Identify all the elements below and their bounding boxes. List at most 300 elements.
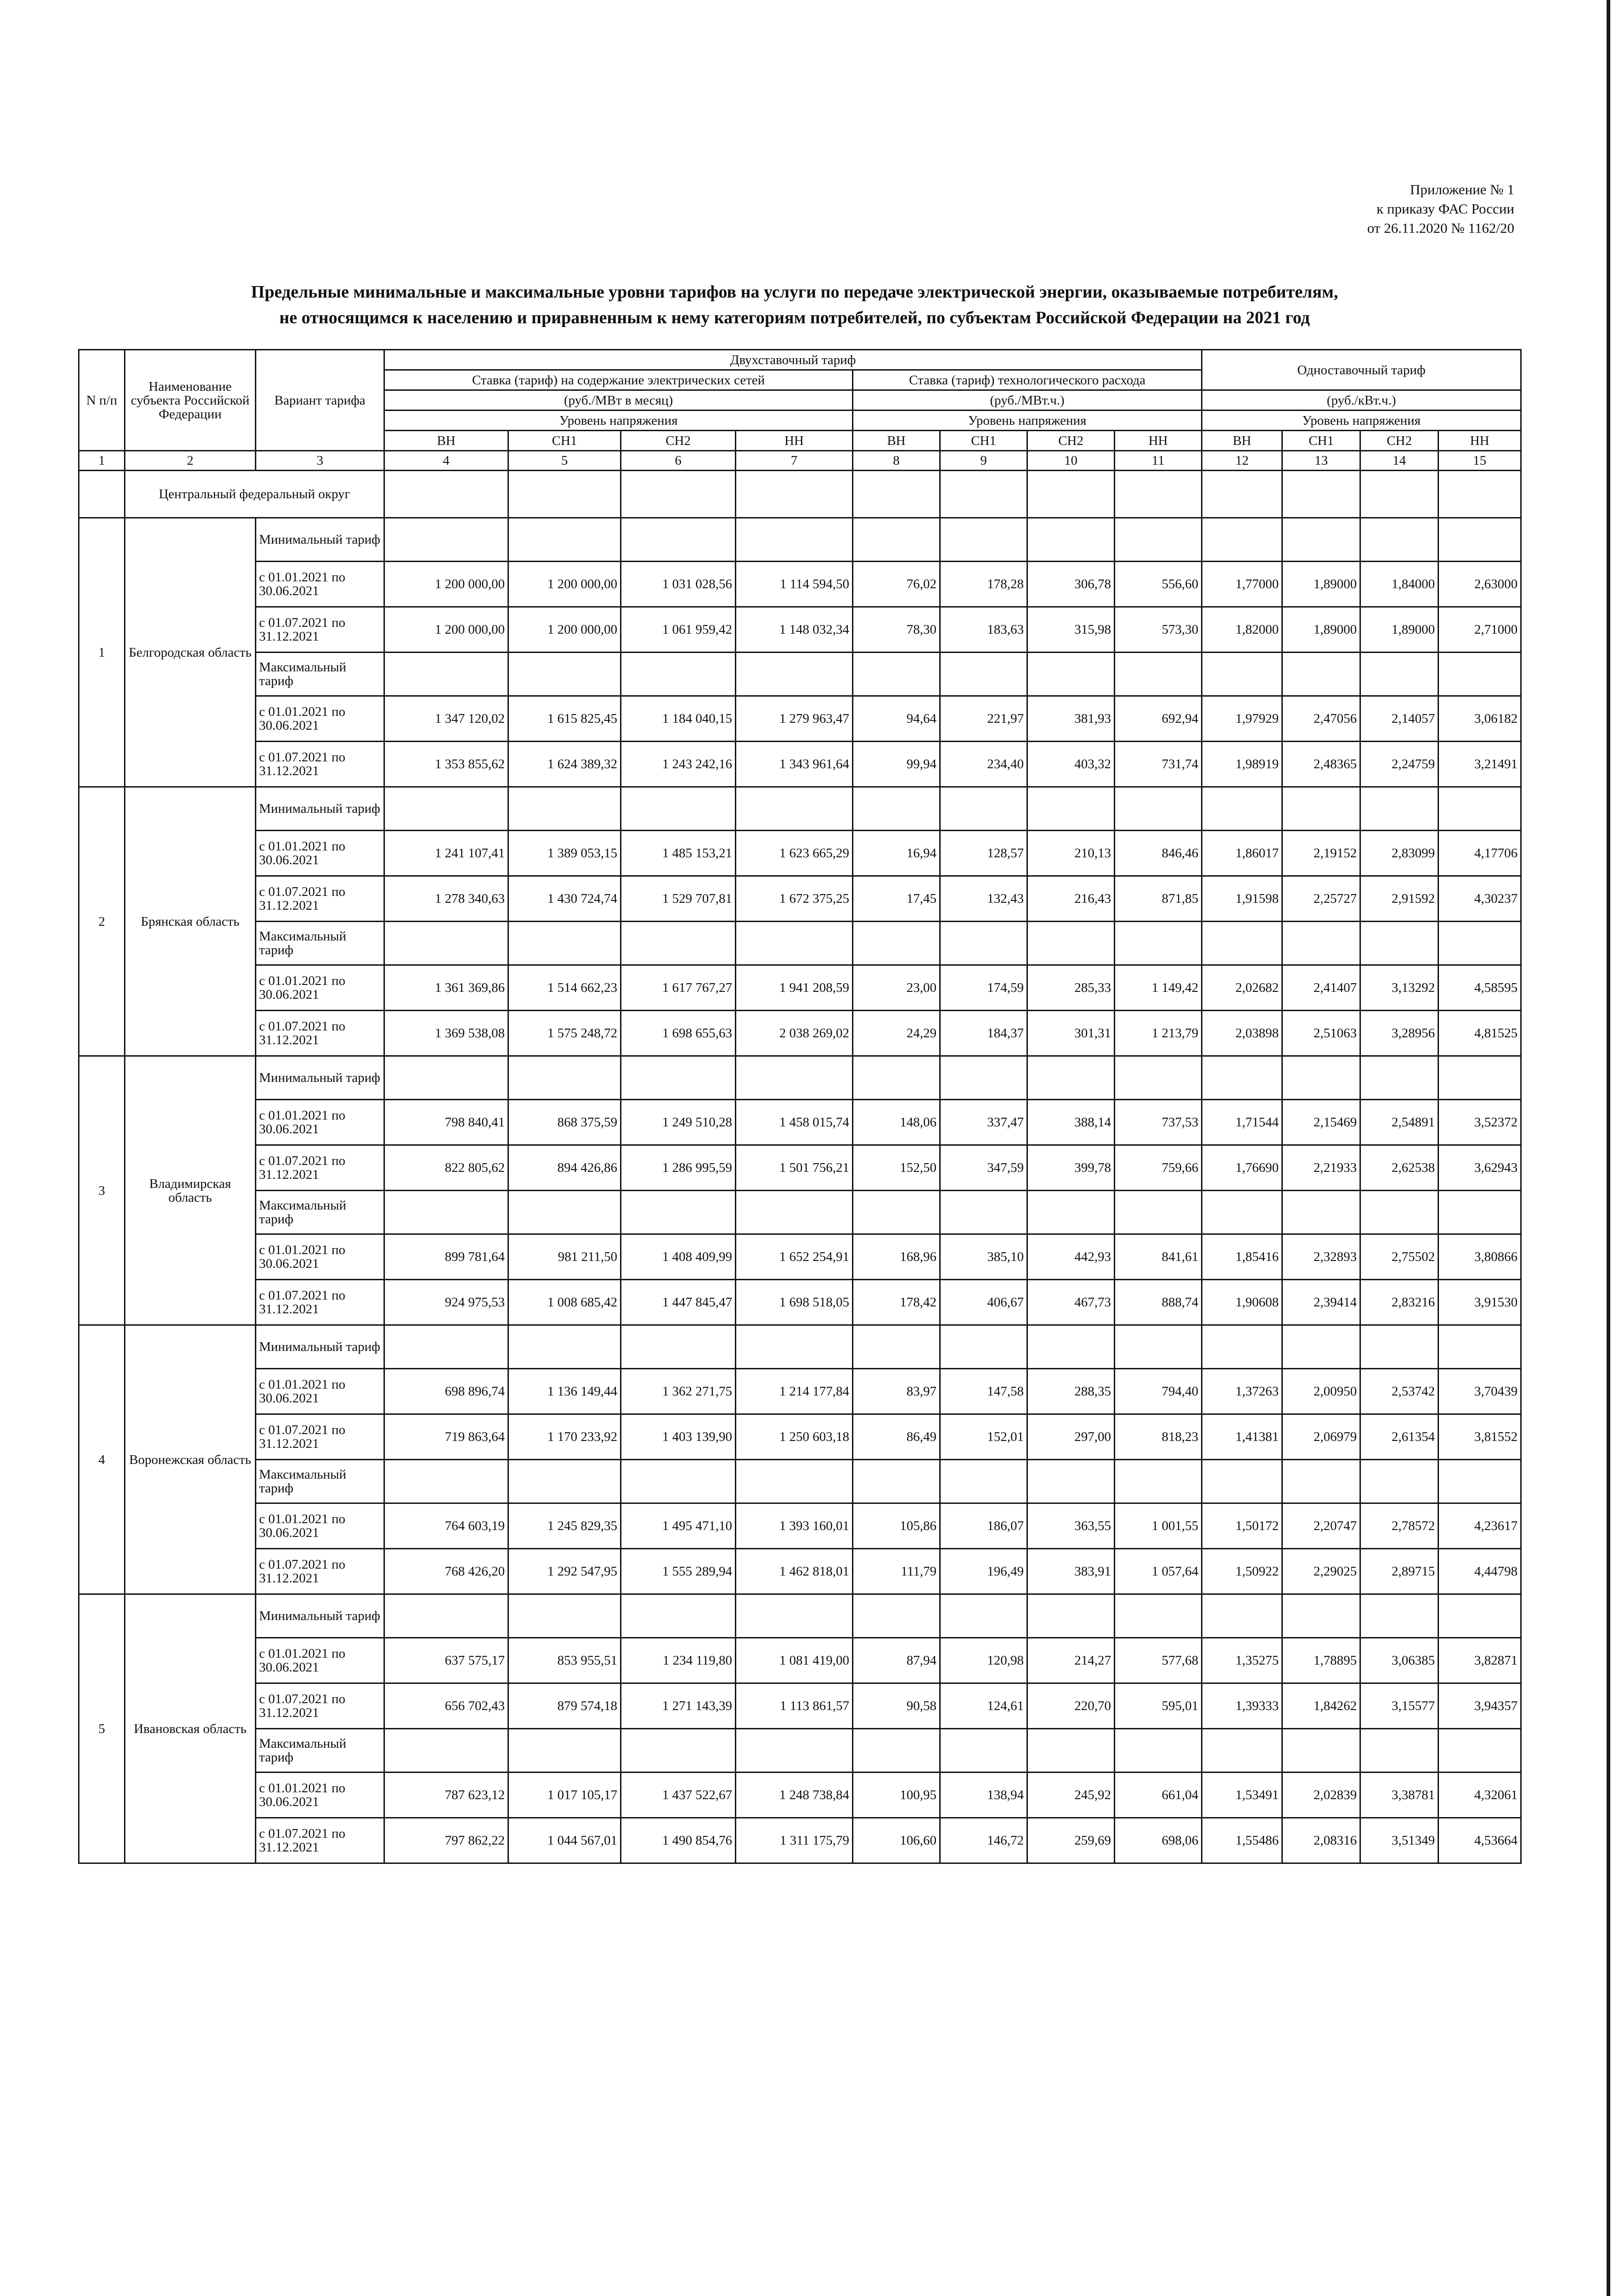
tariff-value: 2,47056: [1282, 696, 1360, 742]
tariff-value: 403,32: [1027, 742, 1115, 787]
empty-cell: [1438, 653, 1521, 696]
tariff-value: 1,76690: [1202, 1145, 1282, 1191]
tariff-value: 2,14057: [1360, 696, 1438, 742]
table-row: [79, 1549, 1521, 1594]
table-row: [79, 831, 1521, 876]
tariff-value: 2,41407: [1282, 965, 1360, 1011]
empty-cell: [1282, 1191, 1360, 1234]
period-label: с 01.01.2021 по 30.06.2021: [256, 831, 384, 876]
empty-cell: [1027, 653, 1115, 696]
tariff-value: 1 249 510,28: [621, 1100, 736, 1145]
header-level-0: ВН: [384, 431, 508, 451]
period-label: с 01.07.2021 по 31.12.2021: [256, 1280, 384, 1325]
tariff-value: 178,42: [853, 1280, 940, 1325]
column-number: 1: [79, 451, 125, 471]
tariff-value: 1 200 000,00: [508, 607, 621, 653]
empty-cell: [1202, 1325, 1282, 1369]
tariff-value: 1 149,42: [1115, 965, 1202, 1011]
tariff-value: 1,86017: [1202, 831, 1282, 876]
tariff-value: 841,61: [1115, 1234, 1202, 1280]
title-line: Предельные минимальные и максимальные уровни тарифов на услуги по передаче электрической энергии, оказываемые потребителям,: [251, 282, 1338, 302]
table-row: [79, 1818, 1521, 1863]
tariff-value: 347,59: [940, 1145, 1027, 1191]
empty-cell: [1202, 1191, 1282, 1234]
empty-cell: [1115, 1056, 1202, 1100]
tariff-value: 78,30: [853, 607, 940, 653]
header-level-2: СН2: [1360, 431, 1438, 451]
tariff-value: 1 170 233,92: [508, 1414, 621, 1460]
empty-cell: [508, 653, 621, 696]
tariff-value: 106,60: [853, 1818, 940, 1863]
tariff-value: 132,43: [940, 876, 1027, 922]
min-tariff-label: Минимальный тариф: [256, 1594, 384, 1638]
tariff-value: 1,37263: [1202, 1369, 1282, 1414]
header-level-0: ВН: [853, 431, 940, 451]
period-label: с 01.07.2021 по 31.12.2021: [256, 1683, 384, 1729]
tariff-value: 1 243 242,16: [621, 742, 736, 787]
tariff-value: 2,00950: [1282, 1369, 1360, 1414]
empty-cell: [1360, 518, 1438, 562]
tariff-value: 1 031 028,56: [621, 562, 736, 607]
tariff-value: 656 702,43: [384, 1683, 508, 1729]
column-number: 14: [1360, 451, 1438, 471]
period-label: с 01.01.2021 по 30.06.2021: [256, 1100, 384, 1145]
tariff-value: 894 426,86: [508, 1145, 621, 1191]
tariff-value: 2,24759: [1360, 742, 1438, 787]
period-label: с 01.01.2021 по 30.06.2021: [256, 1234, 384, 1280]
tariff-value: 1 514 662,23: [508, 965, 621, 1011]
empty-cell: [621, 518, 736, 562]
empty-cell: [736, 1460, 853, 1503]
period-label: с 01.07.2021 по 31.12.2021: [256, 742, 384, 787]
empty-cell: [508, 1056, 621, 1100]
tariff-value: 1 184 040,15: [621, 696, 736, 742]
tariff-value: 467,73: [1027, 1280, 1115, 1325]
empty-cell: [384, 1325, 508, 1369]
tariff-value: 1 113 861,57: [736, 1683, 853, 1729]
max-tariff-label: Максимальный тариф: [256, 1460, 384, 1503]
tariff-value: 2,62538: [1360, 1145, 1438, 1191]
tariff-value: 2,63000: [1438, 562, 1521, 607]
empty-cell: [384, 1729, 508, 1773]
tariff-value: 2,19152: [1282, 831, 1360, 876]
tariff-value: 120,98: [940, 1638, 1027, 1683]
empty-cell: [508, 1460, 621, 1503]
tariff-value: 2,02839: [1282, 1773, 1360, 1818]
tariff-value: 1,53491: [1202, 1773, 1282, 1818]
min-tariff-label: Минимальный тариф: [256, 1056, 384, 1100]
table-row: [79, 607, 1521, 653]
empty-cell: [384, 922, 508, 965]
tariff-value: 3,06182: [1438, 696, 1521, 742]
max-tariff-label: Максимальный тариф: [256, 922, 384, 965]
period-label: с 01.01.2021 по 30.06.2021: [256, 562, 384, 607]
region-number: 1: [79, 518, 125, 787]
tariff-value: 1,50172: [1202, 1503, 1282, 1549]
column-number: 11: [1115, 451, 1202, 471]
empty-cell: [508, 1729, 621, 1773]
header-level-1: СН1: [1282, 431, 1360, 451]
tariff-value: 4,30237: [1438, 876, 1521, 922]
tariff-value: 234,40: [940, 742, 1027, 787]
period-label: с 01.01.2021 по 30.06.2021: [256, 1773, 384, 1818]
tariff-value: 981 211,50: [508, 1234, 621, 1280]
tariff-value: 220,70: [1027, 1683, 1115, 1729]
tariff-value: 556,60: [1115, 562, 1202, 607]
tariff-value: 1 241 107,41: [384, 831, 508, 876]
empty-cell: [1027, 518, 1115, 562]
tariff-value: 1 001,55: [1115, 1503, 1202, 1549]
tariff-value: 1 403 139,90: [621, 1414, 736, 1460]
tariff-value: 794,40: [1115, 1369, 1202, 1414]
empty-cell: [508, 1325, 621, 1369]
region-name: Брянская область: [125, 787, 256, 1056]
table-row: [79, 696, 1521, 742]
empty-cell: [940, 471, 1027, 518]
empty-cell: [1282, 1594, 1360, 1638]
empty-cell: [736, 787, 853, 831]
tariff-value: 1 136 149,44: [508, 1369, 621, 1414]
tariff-value: 1,89000: [1360, 607, 1438, 653]
table-row: [79, 965, 1521, 1011]
empty-cell: [1115, 1325, 1202, 1369]
tariff-value: 1 213,79: [1115, 1011, 1202, 1056]
tariff-value: 879 574,18: [508, 1683, 621, 1729]
empty-cell: [1282, 471, 1360, 518]
empty-cell: [384, 518, 508, 562]
empty-cell: [853, 1594, 940, 1638]
region-name: Владимирская область: [125, 1056, 256, 1325]
tariff-value: 147,58: [940, 1369, 1027, 1414]
tariff-value: 2,61354: [1360, 1414, 1438, 1460]
column-number: 6: [621, 451, 736, 471]
empty-cell: [1115, 1594, 1202, 1638]
tariff-value: 1 430 724,74: [508, 876, 621, 922]
max-tariff-label: Максимальный тариф: [256, 1191, 384, 1234]
tariff-value: 1 501 756,21: [736, 1145, 853, 1191]
region-name: Воронежская область: [125, 1325, 256, 1594]
table-row: [79, 1414, 1521, 1460]
empty-cell: [621, 653, 736, 696]
header-level-2: СН2: [1027, 431, 1115, 451]
empty-cell: [621, 1460, 736, 1503]
tariff-value: 2,39414: [1282, 1280, 1360, 1325]
empty-cell: [1202, 922, 1282, 965]
header-single-rate: Одноставочный тариф: [1202, 350, 1521, 390]
column-number: 4: [384, 451, 508, 471]
tariff-value: 2,53742: [1360, 1369, 1438, 1414]
appendix-line: от 26.11.2020 № 1162/20: [1367, 220, 1514, 236]
table-row: [79, 742, 1521, 787]
district-name: Центральный федеральный округ: [125, 471, 384, 518]
tariff-value: 2,51063: [1282, 1011, 1360, 1056]
empty-cell: [621, 787, 736, 831]
empty-cell: [1360, 1594, 1438, 1638]
tariff-value: 1,82000: [1202, 607, 1282, 653]
tariff-value: 1 941 208,59: [736, 965, 853, 1011]
column-number: 15: [1438, 451, 1521, 471]
tariff-value: 196,49: [940, 1549, 1027, 1594]
table-row: [79, 876, 1521, 922]
tariff-value: 1,98919: [1202, 742, 1282, 787]
empty-cell: [940, 787, 1027, 831]
column-number: 12: [1202, 451, 1282, 471]
tariff-value: 337,47: [940, 1100, 1027, 1145]
table-row: [79, 1325, 1521, 1369]
empty-cell: [1202, 787, 1282, 831]
tariff-value: 3,13292: [1360, 965, 1438, 1011]
tariff-value: 3,91530: [1438, 1280, 1521, 1325]
tariff-value: 128,57: [940, 831, 1027, 876]
empty-cell: [621, 1729, 736, 1773]
tariff-value: 1 017 105,17: [508, 1773, 621, 1818]
tariff-table: [78, 349, 1522, 1864]
tariff-value: 87,94: [853, 1638, 940, 1683]
empty-cell: [736, 1594, 853, 1638]
tariff-value: 111,79: [853, 1549, 940, 1594]
table-row: [79, 1369, 1521, 1414]
district-empty-cell: [79, 471, 125, 518]
tariff-value: 871,85: [1115, 876, 1202, 922]
tariff-value: 3,62943: [1438, 1145, 1521, 1191]
region-number: 2: [79, 787, 125, 1056]
period-label: с 01.01.2021 по 30.06.2021: [256, 696, 384, 742]
tariff-value: 1,89000: [1282, 562, 1360, 607]
empty-cell: [1202, 653, 1282, 696]
empty-cell: [1438, 518, 1521, 562]
tariff-value: 99,94: [853, 742, 940, 787]
tariff-value: 1 408 409,99: [621, 1234, 736, 1280]
empty-cell: [1438, 471, 1521, 518]
table-row: [79, 1773, 1521, 1818]
tariff-value: 86,49: [853, 1414, 940, 1460]
tariff-value: 2,29025: [1282, 1549, 1360, 1594]
header-unit: (руб./МВт.ч.): [853, 390, 1202, 411]
tariff-value: 899 781,64: [384, 1234, 508, 1280]
tariff-value: 363,55: [1027, 1503, 1115, 1549]
period-label: с 01.07.2021 по 31.12.2021: [256, 1414, 384, 1460]
region-name: Белгородская область: [125, 518, 256, 787]
empty-cell: [1115, 922, 1202, 965]
appendix-line: к приказу ФАС России: [1376, 201, 1514, 217]
column-number: 8: [853, 451, 940, 471]
tariff-value: 846,46: [1115, 831, 1202, 876]
period-label: с 01.07.2021 по 31.12.2021: [256, 1145, 384, 1191]
empty-cell: [1360, 471, 1438, 518]
tariff-value: 288,35: [1027, 1369, 1115, 1414]
header-level-1: СН1: [940, 431, 1027, 451]
tariff-value: 798 840,41: [384, 1100, 508, 1145]
empty-cell: [1282, 1729, 1360, 1773]
empty-cell: [1115, 471, 1202, 518]
tariff-value: 1 061 959,42: [621, 607, 736, 653]
tariff-value: 1,90608: [1202, 1280, 1282, 1325]
tariff-value: 853 955,51: [508, 1638, 621, 1683]
empty-cell: [384, 653, 508, 696]
tariff-value: 2 038 269,02: [736, 1011, 853, 1056]
tariff-value: 1 575 248,72: [508, 1011, 621, 1056]
tariff-value: 381,93: [1027, 696, 1115, 742]
column-number: 2: [125, 451, 256, 471]
empty-cell: [1202, 518, 1282, 562]
tariff-value: 1,84000: [1360, 562, 1438, 607]
empty-cell: [940, 1191, 1027, 1234]
empty-cell: [1438, 1729, 1521, 1773]
header-level-3: НН: [736, 431, 853, 451]
column-number: 13: [1282, 451, 1360, 471]
tariff-value: 818,23: [1115, 1414, 1202, 1460]
tariff-value: 1,77000: [1202, 562, 1282, 607]
tariff-value: 1,89000: [1282, 607, 1360, 653]
tariff-value: 1 698 655,63: [621, 1011, 736, 1056]
min-tariff-label: Минимальный тариф: [256, 1325, 384, 1369]
tariff-value: 822 805,62: [384, 1145, 508, 1191]
empty-cell: [384, 1191, 508, 1234]
empty-cell: [508, 787, 621, 831]
table-row: [79, 1594, 1521, 1638]
empty-cell: [508, 518, 621, 562]
tariff-value: 3,21491: [1438, 742, 1521, 787]
header-maintenance-rate: Ставка (тариф) на содержание электрических сетей: [384, 370, 853, 390]
table-row: [79, 787, 1521, 831]
tariff-value: 178,28: [940, 562, 1027, 607]
period-label: с 01.01.2021 по 30.06.2021: [256, 1503, 384, 1549]
tariff-value: 4,17706: [1438, 831, 1521, 876]
tariff-value: 737,53: [1115, 1100, 1202, 1145]
tariff-value: 3,52372: [1438, 1100, 1521, 1145]
table-row: [79, 1100, 1521, 1145]
empty-cell: [853, 1056, 940, 1100]
tariff-value: 4,53664: [1438, 1818, 1521, 1863]
empty-cell: [621, 1191, 736, 1234]
tariff-value: 2,75502: [1360, 1234, 1438, 1280]
empty-cell: [1027, 1056, 1115, 1100]
empty-cell: [1438, 1191, 1521, 1234]
tariff-value: 2,78572: [1360, 1503, 1438, 1549]
tariff-value: 2,20747: [1282, 1503, 1360, 1549]
region-number: 5: [79, 1594, 125, 1863]
empty-cell: [940, 1056, 1027, 1100]
header-np: N п/п: [79, 350, 125, 451]
tariff-value: 4,44798: [1438, 1549, 1521, 1594]
tariff-value: 183,63: [940, 607, 1027, 653]
table-row: [79, 1503, 1521, 1549]
empty-cell: [1282, 1460, 1360, 1503]
tariff-value: 1 389 053,15: [508, 831, 621, 876]
table-row: [79, 1191, 1521, 1234]
empty-cell: [940, 1460, 1027, 1503]
tariff-value: 787 623,12: [384, 1773, 508, 1818]
tariff-value: 661,04: [1115, 1773, 1202, 1818]
empty-cell: [853, 922, 940, 965]
tariff-value: 1 361 369,86: [384, 965, 508, 1011]
tariff-value: 399,78: [1027, 1145, 1115, 1191]
tariff-value: 698,06: [1115, 1818, 1202, 1863]
tariff-value: 388,14: [1027, 1100, 1115, 1145]
period-label: с 01.07.2021 по 31.12.2021: [256, 1549, 384, 1594]
tariff-value: 174,59: [940, 965, 1027, 1011]
tariff-value: 124,61: [940, 1683, 1027, 1729]
tariff-value: 442,93: [1027, 1234, 1115, 1280]
table-row: [79, 1280, 1521, 1325]
tariff-value: 186,07: [940, 1503, 1027, 1549]
tariff-value: 23,00: [853, 965, 940, 1011]
empty-cell: [384, 787, 508, 831]
empty-cell: [621, 1594, 736, 1638]
tariff-value: 1 495 471,10: [621, 1503, 736, 1549]
empty-cell: [508, 471, 621, 518]
empty-cell: [384, 471, 508, 518]
max-tariff-label: Максимальный тариф: [256, 653, 384, 696]
region-number: 4: [79, 1325, 125, 1594]
empty-cell: [940, 922, 1027, 965]
table-row: [79, 1011, 1521, 1056]
empty-cell: [940, 1729, 1027, 1773]
table-row: [79, 1145, 1521, 1191]
tariff-value: 1 311 175,79: [736, 1818, 853, 1863]
tariff-value: 184,37: [940, 1011, 1027, 1056]
empty-cell: [1438, 1056, 1521, 1100]
empty-cell: [1115, 1460, 1202, 1503]
tariff-value: 1,91598: [1202, 876, 1282, 922]
tariff-value: 16,94: [853, 831, 940, 876]
empty-cell: [736, 922, 853, 965]
tariff-value: 1 353 855,62: [384, 742, 508, 787]
region-name: Ивановская область: [125, 1594, 256, 1863]
empty-cell: [1027, 1729, 1115, 1773]
empty-cell: [940, 518, 1027, 562]
tariff-value: 168,96: [853, 1234, 940, 1280]
empty-cell: [1115, 787, 1202, 831]
table-row: [79, 562, 1521, 607]
tariff-value: 731,74: [1115, 742, 1202, 787]
tariff-value: 1 555 289,94: [621, 1549, 736, 1594]
tariff-value: 152,01: [940, 1414, 1027, 1460]
tariff-value: 2,21933: [1282, 1145, 1360, 1191]
tariff-value: 297,00: [1027, 1414, 1115, 1460]
empty-cell: [1282, 1056, 1360, 1100]
empty-cell: [384, 1460, 508, 1503]
empty-cell: [1115, 518, 1202, 562]
empty-cell: [1027, 1460, 1115, 1503]
header-variant: Вариант тарифа: [256, 350, 384, 451]
empty-cell: [940, 1594, 1027, 1638]
empty-cell: [1027, 1191, 1115, 1234]
tariff-value: 1 529 707,81: [621, 876, 736, 922]
tariff-value: 1 200 000,00: [384, 562, 508, 607]
empty-cell: [736, 1056, 853, 1100]
empty-cell: [1360, 922, 1438, 965]
table-row: [79, 1638, 1521, 1683]
tariff-value: 577,68: [1115, 1638, 1202, 1683]
empty-cell: [940, 653, 1027, 696]
empty-cell: [1282, 653, 1360, 696]
tariff-value: 90,58: [853, 1683, 940, 1729]
empty-cell: [1115, 653, 1202, 696]
tariff-value: 152,50: [853, 1145, 940, 1191]
region-number: 3: [79, 1056, 125, 1325]
tariff-value: 3,15577: [1360, 1683, 1438, 1729]
tariff-value: 1 057,64: [1115, 1549, 1202, 1594]
tariff-value: 210,13: [1027, 831, 1115, 876]
header-unit: (руб./кВт.ч.): [1202, 390, 1521, 411]
tariff-value: 759,66: [1115, 1145, 1202, 1191]
empty-cell: [1360, 787, 1438, 831]
tariff-value: 2,03898: [1202, 1011, 1282, 1056]
empty-cell: [1360, 1056, 1438, 1100]
tariff-value: 2,54891: [1360, 1100, 1438, 1145]
empty-cell: [384, 1056, 508, 1100]
